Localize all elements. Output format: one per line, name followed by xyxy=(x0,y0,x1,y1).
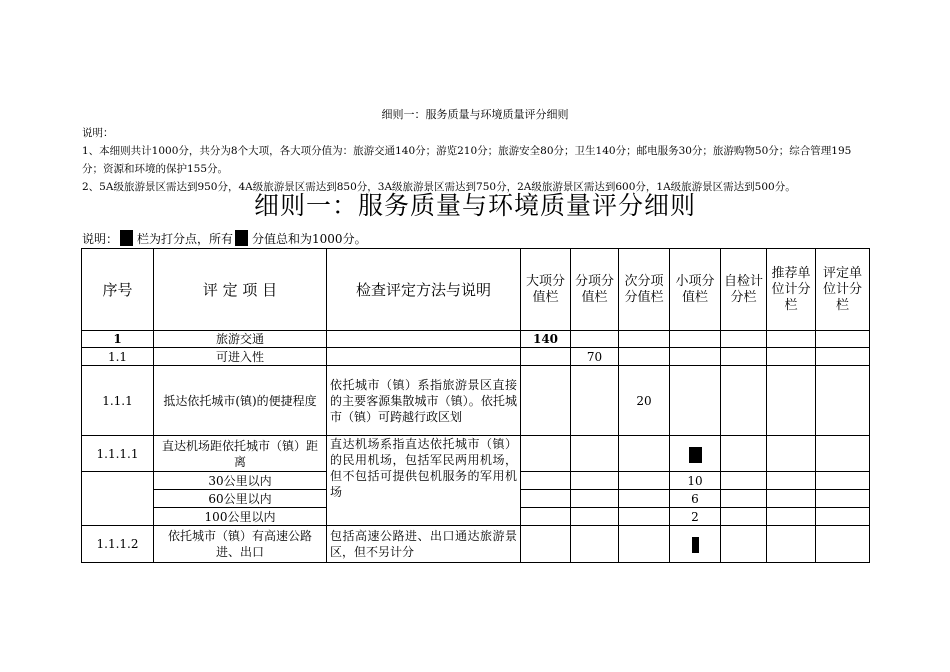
row-small-score xyxy=(670,331,721,348)
row-sub-score xyxy=(571,436,619,472)
row-seq: 1 xyxy=(82,331,154,348)
table-header-row xyxy=(82,249,870,331)
black-square-icon xyxy=(120,230,133,246)
table-row xyxy=(82,436,870,472)
row-small-score xyxy=(670,436,721,472)
legend-text-2: 分值总和为1000分。 xyxy=(252,232,367,246)
scoring-point-marker xyxy=(689,447,702,463)
row-major-score xyxy=(521,348,571,366)
row-self-score[interactable] xyxy=(721,436,767,472)
row-minor-score xyxy=(619,331,670,348)
row-sub-score: 70 xyxy=(571,348,619,366)
small-document-title: 细则一：服务质量与环境质量评分细则 xyxy=(381,108,569,121)
table-row xyxy=(82,526,870,563)
row-sub-score xyxy=(571,331,619,348)
row-method: 直达机场系指直达依托城市（镇）的民用机场，包括军民两用机场，但不包括可提供包机服务的军用机场 xyxy=(327,436,521,526)
header-self: 自检计分栏 xyxy=(721,249,767,331)
table-row xyxy=(82,366,870,436)
row-evaluate-score[interactable] xyxy=(816,490,870,508)
black-square-icon xyxy=(235,230,248,246)
row-item: 100公里以内 xyxy=(154,508,327,526)
table-row xyxy=(82,331,870,348)
row-small-score xyxy=(670,366,721,436)
row-major-score xyxy=(521,472,571,490)
row-evaluate-score[interactable] xyxy=(816,348,870,366)
row-major-score xyxy=(521,436,571,472)
row-evaluate-score[interactable] xyxy=(816,436,870,472)
legend-line xyxy=(82,230,367,247)
header-item: 评 定 项 目 xyxy=(154,249,327,331)
row-self-score[interactable] xyxy=(721,526,767,563)
table-row xyxy=(82,348,870,366)
row-recommend-score[interactable] xyxy=(767,526,816,563)
legend-label: 说明： xyxy=(82,232,119,246)
header-small: 小项分值栏 xyxy=(670,249,721,331)
row-seq: 1.1.1.1 xyxy=(82,436,154,472)
row-item: 60公里以内 xyxy=(154,490,327,508)
row-recommend-score[interactable] xyxy=(767,436,816,472)
row-method: 包括高速公路进、出口通达旅游景区，但不另计分 xyxy=(327,526,521,563)
row-seq: 1.1 xyxy=(82,348,154,366)
row-item: 可进入性 xyxy=(154,348,327,366)
note-1: 1、本细则共计1000分，共分为8个大项，各大项分值为：旅游交通140分；游览210分；旅游安全80分；卫生140分；邮电服务30分；旅游购物50分；综合管理195分；资源和环境的保护155分。 xyxy=(82,145,852,175)
score-table xyxy=(81,248,870,563)
row-small-score: 6 xyxy=(670,490,721,508)
row-sub-score xyxy=(571,526,619,563)
scoring-point-marker xyxy=(692,537,699,553)
row-item: 旅游交通 xyxy=(154,331,327,348)
row-minor-score xyxy=(619,472,670,490)
row-major-score xyxy=(521,508,571,526)
row-seq: 1.1.1 xyxy=(82,366,154,436)
row-minor-score xyxy=(619,526,670,563)
row-minor-score: 20 xyxy=(619,366,670,436)
header-minor: 次分项分值栏 xyxy=(619,249,670,331)
header-recommend: 推荐单位计分栏 xyxy=(767,249,816,331)
row-sub-score xyxy=(571,472,619,490)
row-evaluate-score[interactable] xyxy=(816,472,870,490)
page-title: 细则一：服务质量与环境质量评分细则 xyxy=(253,191,696,220)
header-sub: 分项分值栏 xyxy=(571,249,619,331)
row-method: 依托城市（镇）系指旅游景区直接的主要客源集散城市（镇）。依托城市（镇）可跨越行政区划 xyxy=(327,366,521,436)
row-recommend-score[interactable] xyxy=(767,348,816,366)
row-seq xyxy=(82,472,154,526)
row-major-score xyxy=(521,490,571,508)
row-recommend-score[interactable] xyxy=(767,331,816,348)
row-self-score[interactable] xyxy=(721,490,767,508)
row-self-score[interactable] xyxy=(721,348,767,366)
row-recommend-score[interactable] xyxy=(767,472,816,490)
row-major-score: 140 xyxy=(521,331,571,348)
row-sub-score xyxy=(571,366,619,436)
row-evaluate-score[interactable] xyxy=(816,526,870,563)
row-evaluate-score[interactable] xyxy=(816,508,870,526)
row-self-score[interactable] xyxy=(721,472,767,490)
header-evaluate: 评定单位计分栏 xyxy=(816,249,870,331)
legend-text-1: 栏为打分点，所有 xyxy=(137,232,234,246)
row-item: 依托城市（镇）有高速公路进、出口 xyxy=(154,526,327,563)
row-small-score: 2 xyxy=(670,508,721,526)
row-sub-score xyxy=(571,508,619,526)
row-method xyxy=(327,331,521,348)
row-recommend-score[interactable] xyxy=(767,508,816,526)
row-method xyxy=(327,348,521,366)
row-minor-score xyxy=(619,508,670,526)
row-self-score[interactable] xyxy=(721,366,767,436)
row-recommend-score[interactable] xyxy=(767,490,816,508)
row-major-score xyxy=(521,526,571,563)
row-small-score xyxy=(670,348,721,366)
header-seq: 序号 xyxy=(82,249,154,331)
row-minor-score xyxy=(619,348,670,366)
row-item: 30公里以内 xyxy=(154,472,327,490)
row-small-score xyxy=(670,526,721,563)
note-2: 2、5A级旅游景区需达到950分，4A级旅游景区需达到850分，3A级旅游景区需达到750分，2A级旅游景区需达到600分，1A级旅游景区需达到500分。 xyxy=(82,181,796,193)
row-item: 直达机场距依托城市（镇）距离 xyxy=(154,436,327,472)
row-minor-score xyxy=(619,436,670,472)
row-self-score[interactable] xyxy=(721,331,767,348)
row-self-score[interactable] xyxy=(721,508,767,526)
header-major: 大项分值栏 xyxy=(521,249,571,331)
row-evaluate-score[interactable] xyxy=(816,366,870,436)
row-sub-score xyxy=(571,490,619,508)
row-item: 抵达依托城市(镇)的便捷程度 xyxy=(154,366,327,436)
row-recommend-score[interactable] xyxy=(767,366,816,436)
notes-label: 说明： xyxy=(82,127,114,139)
row-minor-score xyxy=(619,490,670,508)
row-evaluate-score[interactable] xyxy=(816,331,870,348)
row-small-score: 10 xyxy=(670,472,721,490)
row-seq: 1.1.1.2 xyxy=(82,526,154,563)
header-method: 检查评定方法与说明 xyxy=(327,249,521,331)
row-major-score xyxy=(521,366,571,436)
